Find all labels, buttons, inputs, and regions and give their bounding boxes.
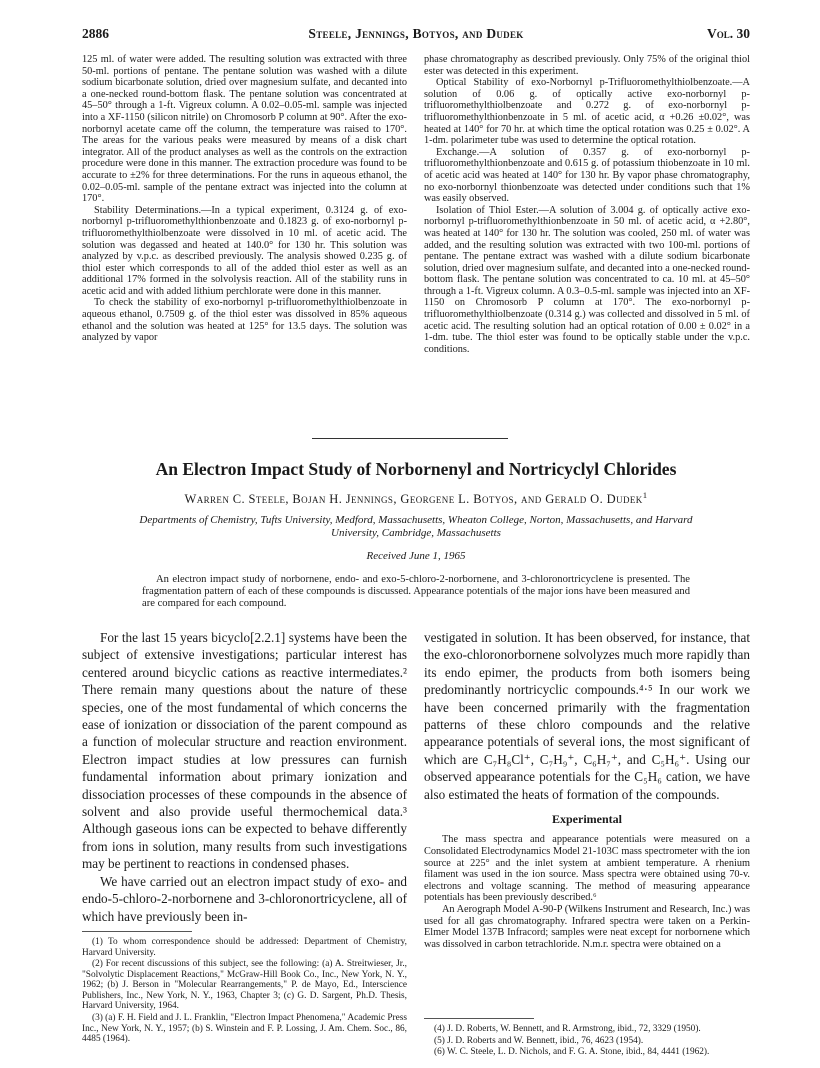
body-paragraph: We have carried out an electron impact study of exo- and endo-5-chloro-2-norbornene and 3-chloronortricyclene, all of which have previously been in-: [82, 873, 407, 924]
footnotes-left: [82, 937, 407, 1045]
footnote-rule: [424, 1018, 534, 1019]
article-authors: [82, 489, 750, 507]
footnotes-right-column: [424, 1018, 750, 1059]
body-left-column: [82, 629, 407, 1046]
footnote: (1) To whom correspondence should be addressed: Department of Chemistry, Harvard University.: [82, 936, 407, 958]
body-paragraph: For the last 15 years bicyclo[2.2.1] systems have been the subject of extensive investigations; particular interest has centered around bicyclic cations as reactive intermediates.² There remain many questions about the nature of these species, one of the most fundamental of which concerns the ease of ionization or dissociation of the parent compound as a function of molecular structure and reaction environment. Electron impact studies at low pressures can furnish fundamental information about primary ionization and dissociation processes of these compounds in the absence of solvent and also provide useful thermochemical data.³ Although gaseous ions can be expected to behave differently from ions in solution, many results from such investigations may be pertinent to reactions in condensed phases.: [82, 630, 407, 872]
body-paragraph: vestigated in solution. It has been observed, for instance, that the exo-chloronorbornene solvolyzes much more rapidly than its endo epimer, the products from both isomers being predominantly nortricyclic compounds.⁴·⁵ In our work we have been concerned primarily with the fragmentation patterns of these chloro compounds and the relative appearance potentials of several ions, the most significant of which are C₇H₈Cl⁺, C₇H₉⁺, C₆H₇⁺, and C₅H₆⁺. Using our observed appearance potentials for the C₅H₆ cation, we have also estimated the heats of formation of the compounds.: [424, 630, 750, 802]
running-head-authors: Steele, Jennings, Botyos, and Dudek: [308, 26, 524, 41]
prev-paragraph: Isolation of Thiol Ester.—A solution of 3.004 g. of optically active exo-norbornyl p-trifluoromethylthionbenzoate in 50 ml. of acetic acid, α +2.80°, was heated at 140° for 130 hr. The solution was cooled, 250 ml. of water was added, and the resulting solution was extracted with two 100-ml. portions of pentane. The pentane extract was washed with a dilute sodium bicarbonate solution, dried over magnesium sulfate, and decanted into a one-necked round-bottom flask. The pentane solution was concentrated to ca. 10 ml. at 45–50° through a 1-ft. Vigreux column. A 0.3–0.5-ml. sample was injected into an XF-1150 on Chromosorb P column at 170°. The exo-norbornyl p-trifluoromethylthiolbenzoate (0.314 g.) was collected and dissolved in 5 ml. of acetic acid. The resulting solution had an optical rotation of 0.00 ± 0.02° in a 1-dm. tube. The thiol ester was found to be optically stable under the v.p.c. conditions.: [424, 204, 750, 355]
footnote: (5) J. D. Roberts and W. Bennett, ibid., 76, 4623 (1954).: [434, 1035, 644, 1046]
prev-paragraph: Optical Stability of exo-Norbornyl p-Trifluoromethylthiolbenzoate.—A solution of 0.06 g. of optically active exo-norbornyl p-trifluoromethylthiolbenzoate and 0.272 g. of exo-norbornyl p-trifluoromethylthionbenzoate in 5 ml. of acetic acid, α +0.26 ±0.02°, was heated at 140° for 70 hr. at which time the optical rotation was 0.25 ± 0.02°. A 1-dm. polarimeter tube was used to determine the optical rotation.: [424, 77, 750, 147]
article-divider: [312, 438, 508, 439]
previous-article-right-column: [424, 54, 750, 355]
prev-paragraph: To check the stability of exo-norbornyl p-trifluoromethylthiolbenzoate in aqueous ethanol, 0.7509 g. of the thiol ester was dissolved in 85% aqueous ethanol and the solution was heated at 125° for 13.5 days. The solution was analyzed by vapor: [82, 297, 407, 344]
prev-paragraph: phase chromatography as described previously. Only 75% of the original thiol ester was detected in this experiment.: [424, 54, 750, 77]
footnote: (3) (a) F. H. Field and J. L. Franklin, "Electron Impact Phenomena," Academic Press Inc., New York, N. Y., 1957; (b) S. Winstein and F. P. Lossing, J. Am. Chem. Soc., 86, 4485 (1964).: [82, 1013, 407, 1045]
footnote: (2) For recent discussions of this subject, see the following: (a) A. Streitwieser, Jr., "Solvolytic Displacement Reactions," McGraw-Hill Book Co., Inc., New York, N. Y., 1962; (b) J. Berson in "Molecular Rearrangements," P. de Mayo, Ed., Interscience Publishers, Inc., New York, N. Y., 1963, Chapter 3; (c) G. D. Sargent, Ph.D. Thesis, Harvard University, 1964.: [82, 959, 407, 1012]
experimental-paragraph: The mass spectra and appearance potentials were measured on a Consolidated Electrodynamics Model 21-103C mass spectrometer with the ion source at 225° and the inlet system at ambient temperature. A rhenium filament was used in the ion source. Mass spectra were obtained using 70-v. electrons and voltage scanning. The method of measuring appearance potentials has been previously described.⁶: [424, 834, 750, 904]
footnote: (4) J. D. Roberts, W. Bennett, and R. Armstrong, ibid., 72, 3329 (1950).: [434, 1024, 701, 1034]
page-number: 2886: [82, 26, 109, 41]
abstract: An electron impact study of norbornene, endo- and exo-5-chloro-2-norbornene, and 3-chloronortricyclene is presented. The fragmentation pattern of each of these compounds is discussed. Appearance potentials of the major ions have been measured and are compared for each compound.: [142, 574, 690, 610]
affiliation: Departments of Chemistry, Tufts University, Medford, Massachusetts, Wheaton College, Norton, Massachusetts, and Harvard University, Cambridge, Massachusetts: [139, 514, 693, 539]
article-title: An Electron Impact Study of Norbornenyl and Nortricyclyl Chlorides: [155, 459, 677, 479]
received-date: Received June 1, 1965: [366, 550, 466, 562]
prev-paragraph: 125 ml. of water were added. The resulting solution was extracted with three 50-ml. portions of pentane. The pentane solution was washed with a dilute sodium bicarbonate solution, dried over magnesium sulfate, and decanted into a one-necked round-bottom flask. The pentane solution was concentrated at 45–50° through a 1-ft. Vigreux column. A 0.02–0.05-ml. sample was injected into a XF-1150 (silicon nitrile) on Chromosorb P column at 90°. After the exo-norbornyl acetate came off the column, the temperature was raised to 170°. The areas for the various peaks were measured by means of a disk chart integrator. All of the product analyses as well as the controls on the extraction procedure were done in this manner. The extraction procedure was found to be accurate to ±2% for three determinations. For the runs in aqueous ethanol, the 0.02–0.05-ml. sample of the pentane extract was injected into the column at 170°.: [82, 54, 407, 205]
author-list: Warren C. Steele, Bojan H. Jennings, Georgene L. Botyos, and Gerald O. Dudek: [184, 492, 643, 506]
footnote-rule: [82, 931, 192, 932]
author-footnote-mark: 1: [642, 489, 648, 500]
previous-article-left-column: [82, 54, 407, 344]
footnotes-right: [424, 1024, 750, 1058]
prev-paragraph: Exchange.—A solution of 0.357 g. of exo-norbornyl p-trifluoromethylthionbenzoate and 0.615 g. of potassium thiobenzoate in 10 ml. of acetic acid was heated at 140° for 130 hr. By vapor phase chromatography, no exo-norbornyl thionbenzoate was detected under conditions such that 1% was easily observed.: [424, 146, 750, 205]
body-right-column: [424, 629, 750, 950]
section-heading-experimental: Experimental: [552, 812, 622, 827]
footnote: (6) W. C. Steele, L. D. Nichols, and F. G. A. Stone, ibid., 84, 4441 (1962).: [434, 1047, 710, 1058]
experimental-text: [424, 834, 750, 950]
volume-label: Vol. 30: [706, 26, 750, 41]
prev-paragraph: Stability Determinations.—In a typical experiment, 0.3124 g. of exo-norbornyl p-trifluoromethylthionbenzoate and 0.1823 g. of exo-norbornyl p-trifluoromethylthiolbenzoate were dissolved in 10 ml. of acetic acid. The solution was degassed and heated at 140.0° for 130 hr. This solution was analyzed by v.p.c. as described previously. The analysis showed 0.235 g. of thiol ester which corresponds to all of the added thiol ester as well as an additional 17% formed in the solvolysis reaction. All of the stability runs in acetic acid and with added lithium perchlorate were done in this manner.: [82, 204, 407, 297]
experimental-paragraph: An Aerograph Model A-90-P (Wilkens Instrument and Research, Inc.) was used for all gas chromatography. Infrared spectra were taken on a Perkin-Elmer Model 137B Infracord; samples were neat except for norbornene which was dissolved in carbon tetrachloride. N.m.r. spectra were obtained on a: [424, 904, 750, 950]
running-head: [82, 26, 750, 44]
